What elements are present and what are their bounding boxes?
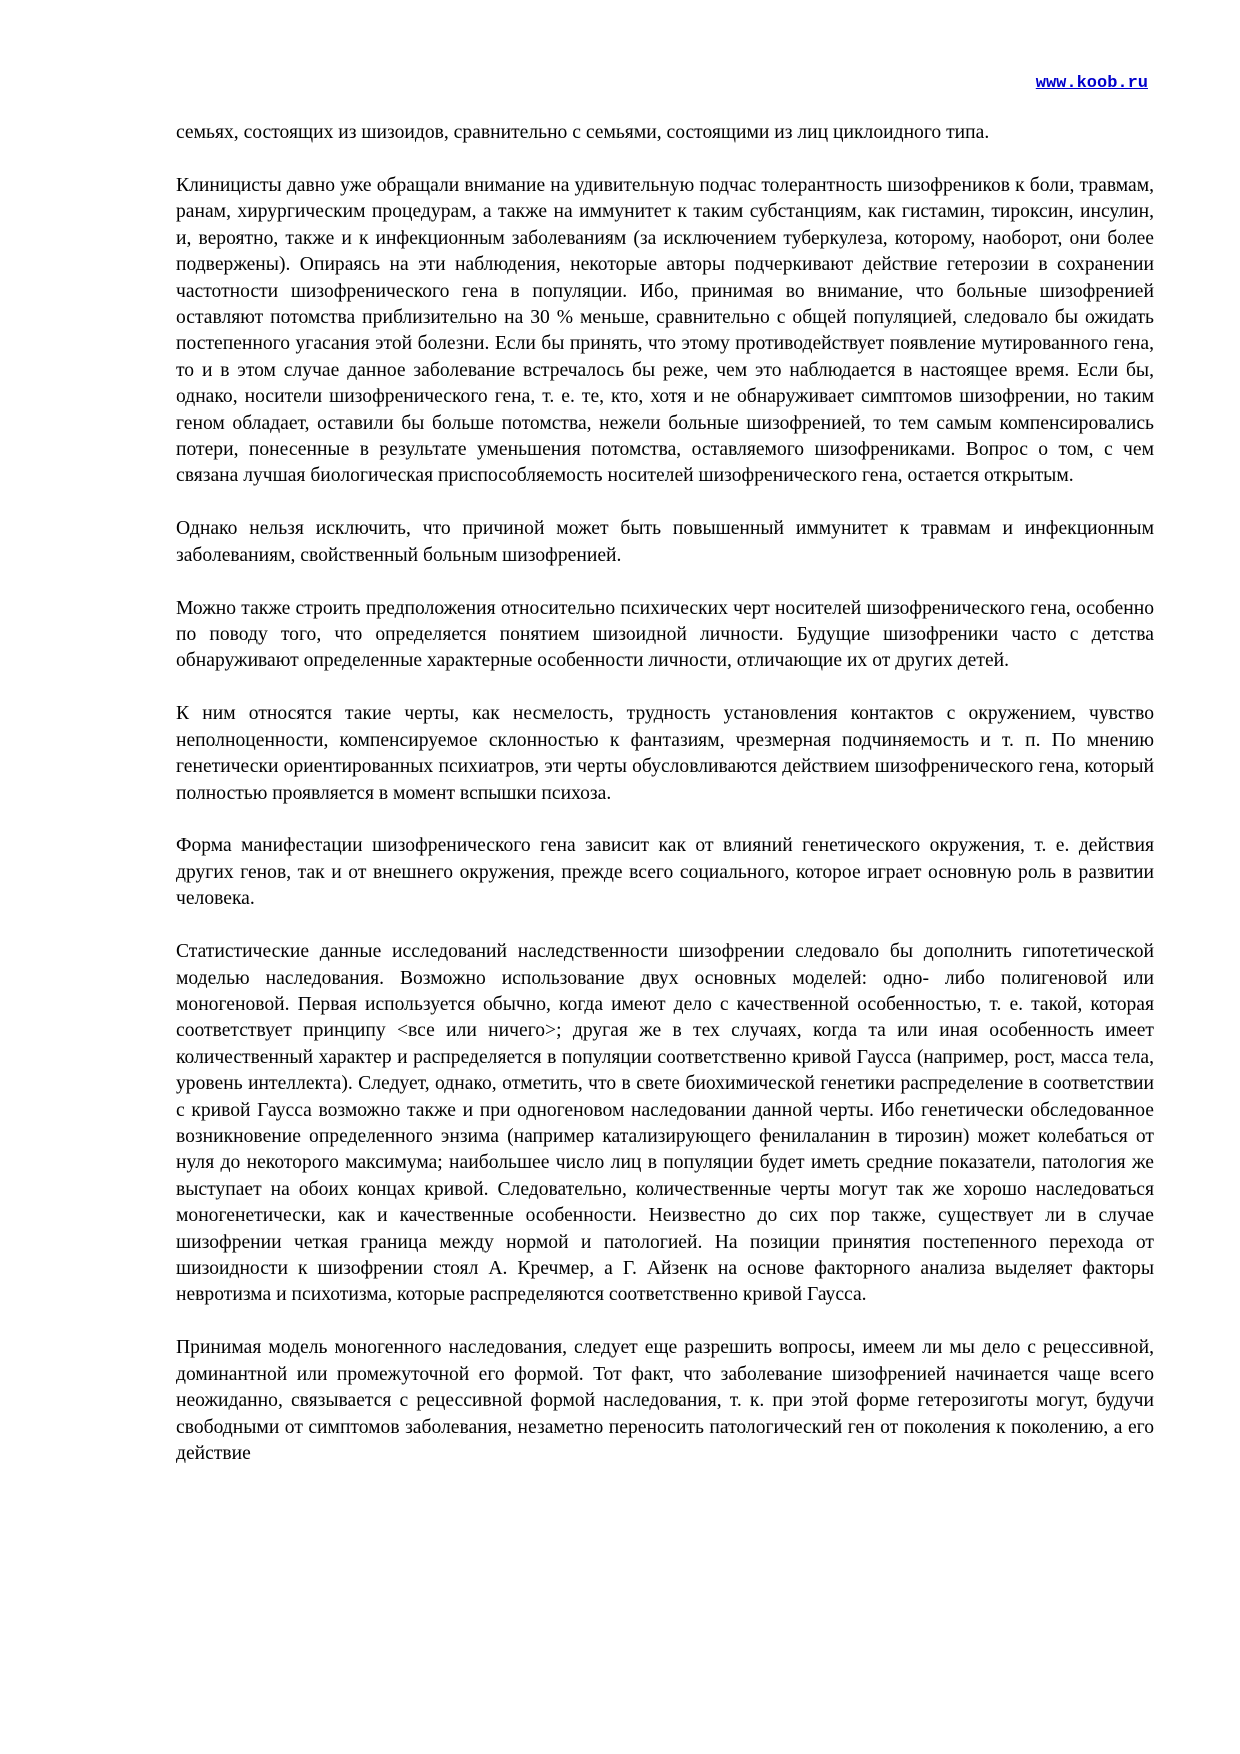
paragraph: Однако нельзя исключить, что причиной может быть повышенный иммунитет к травмам и инфекционным заболеваниям, свойственный больным шизофренией. bbox=[176, 518, 1154, 566]
paragraph: Можно также строить предположения относительно психических черт носителей шизофренического гена, особенно по поводу того, что определяется понятием шизоидной личности. Будущие шизофреники часто с детства обнаруживают определенные характерные особенности личности, отличающие их от других детей. bbox=[176, 597, 1154, 672]
paragraph: Клиницисты давно уже обращали внимание на удивительную подчас толерантность шизофреников к боли, травмам, ранам, хирургическим процедурам, а также на иммунитет к таким субстанциям, как гистамин, тироксин, инсулин, и, вероятно, также и к инфекционным заболеваниям (за исключением туберкулеза, которому, наоборот, они более подвержены). Опираясь на эти наблюдения, некоторые авторы подчеркивают действие гетерозии в сохранении частотности шизофренического гена в популяции. Ибо, принимая во внимание, что больные шизофренией оставляют потомства приблизительно на 30 % меньше, сравнительно с общей популяцией, следовало бы ожидать постепенного угасания этой болезни. Если бы принять, что этому противодействует появление мутированного гена, то и в этом случае данное заболевание встречалось бы реже, чем это наблюдается в настоящее время. Если бы, однако, носители шизофренического гена, т. е. те, кто, хотя и не обнаруживает симптомов шизофрении, но таким геном обладает, оставили бы больше потомства, нежели больные шизофренией, то тем самым компенсировались потери, понесенные в результате уменьшения потомства, оставляемого шизофрениками. Вопрос о том, с чем связана лучшая биологическая приспособляемость носителей шизофренического гена, остается открытым. bbox=[176, 174, 1154, 487]
paragraph-continued: Принимая модель моногенного наследования, следует еще разрешить вопросы, имеем ли мы дело с рецессивной, доминантной или промежуточной его формой. Тот факт, что заболевание шизофренией начинается чаще всего неожиданно, связывается с рецессивной формой наследования, т. к. при этой форме гетерозиготы могут, будучи свободными от симптомов заболевания, незаметно переносить патологический ген от поколения к поколению, а его действие bbox=[176, 1337, 1154, 1464]
paragraph: Форма манифестации шизофренического гена зависит как от влияний генетического окружения, т. е. действия других генов, так и от внешнего окружения, прежде всего социального, которое играет основную роль в развитии человека. bbox=[176, 835, 1154, 910]
paragraph: семьях, состоящих из шизоидов, сравнительно с семьями, состоящими из лиц циклоидного типа. bbox=[176, 122, 990, 143]
page-body-text bbox=[176, 120, 1154, 1494]
site-link[interactable]: www.koob.ru bbox=[1035, 74, 1148, 93]
paragraph: Статистические данные исследований наследственности шизофрении следовало бы дополнить гипотетической моделью наследования. Возможно использование двух основных моделей: одно- либо полигеновой или моногеновой. Первая используется обычно, когда имеют дело с качественной особенностью, т. е. такой, которая соответствует принципу <все или ничего>; другая же в тех случаях, когда та или иная особенность имеет количественный характер и распределяется в популяции соответственно кривой Гаусса (например, рост, масса тела, уровень интеллекта). Следует, однако, отметить, что в свете биохимической генетики распределение в соответствии с кривой Гаусса возможно также и при одногеновом наследовании данной черты. Ибо генетически обследованное возникновение определенного энзима (например катализирующего фенилаланин в тирозин) может колебаться от нуля до некоторого максимума; наибольшее число лиц в популяции будет иметь средние показатели, патология же выступает на обоих концах кривой. Следовательно, количественные черты могут так же хорошо наследоваться моногенетически, как и качественные особенности. Неизвестно до сих пор также, существует ли в случае шизофрении четкая граница между нормой и патологией. На позиции принятия постепенного перехода от шизоидности к шизофрении стоял А. Кречмер, а Г. Айзенк на основе факторного анализа выделяет факторы невротизма и психотизма, которые распределяются соответственно кривой Гаусса. bbox=[176, 941, 1154, 1306]
paragraph: К ним относятся такие черты, как несмелость, трудность установления контактов с окружением, чувство неполноценности, компенсируемое склонностью к фантазиям, чрезмерная подчиняемость и т. п. По мнению генетически ориентированных психиатров, эти черты обусловливаются действием шизофренического гена, который полностью проявляется в момент вспышки психоза. bbox=[176, 703, 1154, 804]
